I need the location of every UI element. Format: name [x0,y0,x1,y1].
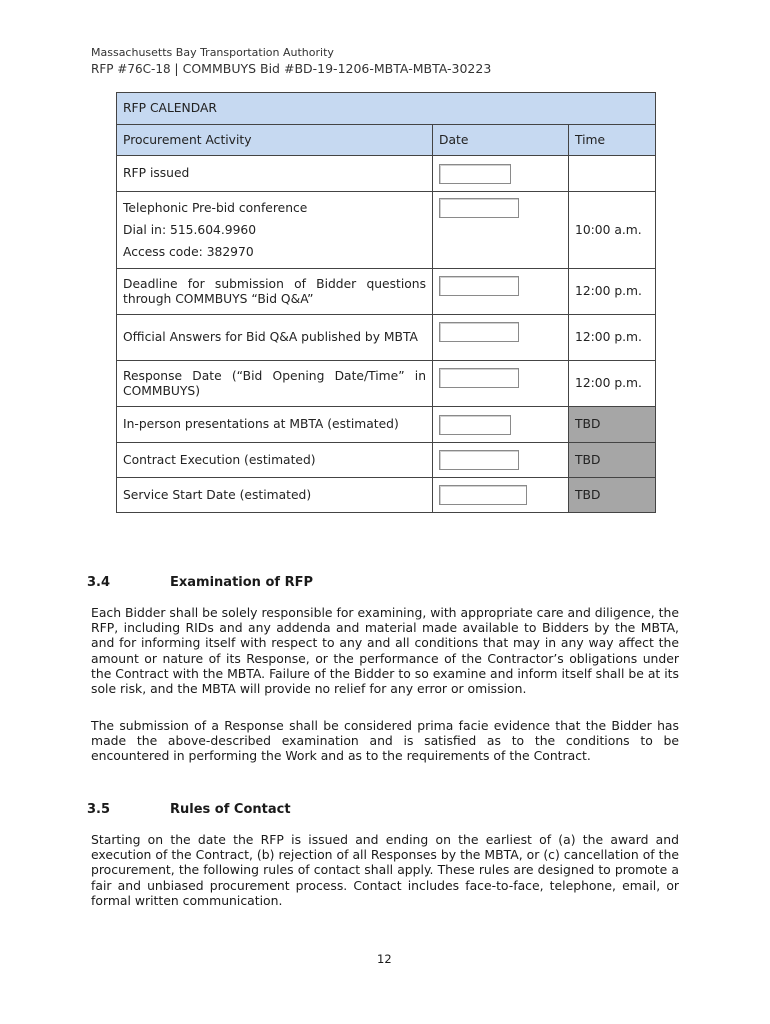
time-cell: TBD [569,443,656,478]
date-cell [433,156,569,192]
date-cell [433,192,569,269]
paragraph: Each Bidder shall be solely responsible for examining, with appropriate care and diligence, the RFP, including RIDs and any addenda and material made available to Bidders by the MBTA, and for informing itself with respect to any and all conditions that may in any way affect the amount or nature of its Response, or the performance of the Contractor’s obligations under the Contract with the MBTA. Failure of the Bidder to so examine and inform itself shall be at its sole risk, and the MBTA will provide no relief for any error or omission. [91,605,679,697]
table-row [117,361,656,407]
section-number: 3.5 [87,802,111,817]
table-row [117,478,656,513]
date-field[interactable] [439,198,519,218]
col-header-activity: Procurement Activity [117,125,433,156]
section-3-4-heading [87,575,313,590]
col-header-date: Date [433,125,569,156]
date-cell [433,407,569,443]
time-cell: 10:00 a.m. [569,192,656,269]
prebid-access-code: Access code: 382970 [123,244,254,259]
date-field[interactable] [439,450,519,470]
col-header-time: Time [569,125,656,156]
header-rfp-number: RFP #76C-18 [91,62,171,76]
prebid-dial-in: Dial in: 515.604.9960 [123,222,257,237]
header-org: Massachusetts Bay Transportation Authority [91,46,334,59]
table-row [117,269,656,315]
activity-cell: RFP issued [117,156,433,192]
date-cell [433,269,569,315]
table-row [117,156,656,192]
time-cell: 12:00 p.m. [569,361,656,407]
date-field[interactable] [439,368,519,388]
activity-cell: Response Date (“Bid Opening Date/Time” in COMMBUYS) [117,361,433,407]
table-row [117,443,656,478]
activity-cell: Contract Execution (estimated) [117,443,433,478]
table-row [117,315,656,361]
section-title: Rules of Contact [170,802,291,817]
time-cell: TBD [569,407,656,443]
page-number: 12 [377,952,392,966]
time-cell: 12:00 p.m. [569,269,656,315]
calendar-header-row [117,125,656,156]
date-field[interactable] [439,322,519,342]
header-rfp-line [91,61,491,76]
section-3-5-heading [87,802,291,817]
header-bid-number: | COMMBUYS Bid #BD-19-1206-MBTA-MBTA-30223 [174,61,492,76]
date-cell [433,443,569,478]
rfp-calendar-table [116,92,656,513]
date-field[interactable] [439,485,527,505]
time-cell [569,156,656,192]
date-field[interactable] [439,164,511,184]
time-cell: TBD [569,478,656,513]
table-row [117,407,656,443]
date-field[interactable] [439,276,519,296]
date-field[interactable] [439,415,511,435]
activity-cell: Service Start Date (estimated) [117,478,433,513]
calendar-title: RFP CALENDAR [117,93,656,125]
date-cell [433,361,569,407]
activity-cell: Official Answers for Bid Q&A published by MBTA [117,315,433,361]
activity-cell: Deadline for submission of Bidder questions through COMMBUYS “Bid Q&A” [117,269,433,315]
time-cell: 12:00 p.m. [569,315,656,361]
section-title: Examination of RFP [170,575,313,590]
paragraph: Starting on the date the RFP is issued and ending on the earliest of (a) the award and execution of the Contract, (b) rejection of all Responses by the MBTA, or (c) cancellation of the procurement, the following rules of contact shall apply. These rules are designed to promote a fair and unbiased procurement process. Contact includes face-to-face, telephone, email, or formal written communication. [91,832,679,908]
section-number: 3.4 [87,575,111,590]
paragraph: The submission of a Response shall be considered prima facie evidence that the Bidder has made the above-described examination and is satisfied as to the conditions to be encountered in performing the Work and as to the requirements of the Contract. [91,718,679,764]
prebid-title: Telephonic Pre-bid conference [123,200,308,215]
date-cell [433,315,569,361]
date-cell [433,478,569,513]
activity-cell [117,192,433,269]
table-row [117,192,656,269]
activity-cell: In-person presentations at MBTA (estimated) [117,407,433,443]
